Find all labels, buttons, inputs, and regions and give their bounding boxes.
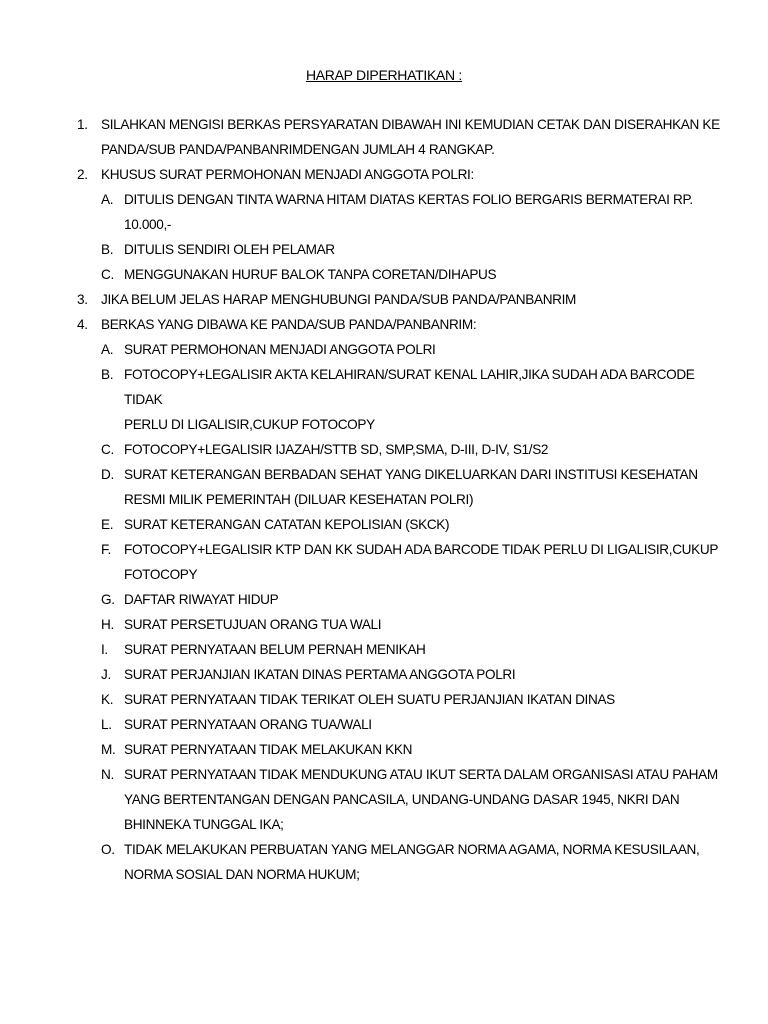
sub-list-item [0, 262, 768, 287]
item-text [124, 237, 724, 262]
item-text [124, 462, 724, 512]
item-text-line: MENGGUNAKAN HURUF BALOK TANPA CORETAN/DIHAPUS [124, 267, 497, 282]
item-text-line: SURAT PERNYATAAN ORANG TUA/WALI [124, 717, 372, 732]
item-text [124, 337, 724, 362]
sub-list-item [0, 512, 768, 537]
list-item [0, 162, 768, 187]
item-text-line: BHINNEKA TUNGGAL IKA; [124, 817, 284, 832]
item-marker: 2. [77, 167, 88, 182]
item-text-line: 10.000,- [124, 217, 172, 232]
item-text-line: FOTOCOPY+LEGALISIR KTP DAN KK SUDAH ADA BARCODE TIDAK PERLU DI LIGALISIR,CUKUP [124, 542, 719, 557]
list-item [0, 287, 768, 312]
item-marker: B. [101, 367, 114, 382]
item-text-line: YANG BERTENTANGAN DENGAN PANCASILA, UNDANG-UNDANG DASAR 1945, NKRI DAN [124, 792, 680, 807]
item-text-line: SURAT PERMOHONAN MENJADI ANGGOTA POLRI [124, 342, 436, 357]
item-text [124, 712, 724, 737]
sub-list-item [0, 187, 768, 237]
item-text-line: SURAT PERNYATAAN BELUM PERNAH MENIKAH [124, 642, 426, 657]
item-text-line: SURAT PERJANJIAN IKATAN DINAS PERTAMA ANGGOTA POLRI [124, 667, 516, 682]
sub-list-item [0, 337, 768, 362]
item-text-line: TIDAK MELAKUKAN PERBUATAN YANG MELANGGAR NORMA AGAMA, NORMA KESUSILAAN, [124, 842, 700, 857]
item-marker: 3. [77, 292, 88, 307]
sub-list-item [0, 437, 768, 462]
item-text [124, 637, 724, 662]
sub-list-item [0, 362, 768, 437]
item-text-line: PANDA/SUB PANDA/PANBANRIMDENGAN JUMLAH 4 RANGKAP. [101, 142, 495, 157]
item-text-line: NORMA SOSIAL DAN NORMA HUKUM; [124, 867, 360, 882]
item-text-line: FOTOCOPY+LEGALISIR AKTA KELAHIRAN/SURAT KENAL LAHIR,JIKA SUDAH ADA BARCODE TIDAK [124, 367, 695, 407]
item-marker: C. [101, 442, 114, 457]
item-marker: D. [101, 467, 114, 482]
item-marker: K. [101, 692, 114, 707]
item-marker: C. [101, 267, 114, 282]
item-text [101, 312, 741, 337]
item-marker: L. [101, 717, 112, 732]
item-text-line: DITULIS DENGAN TINTA WARNA HITAM DIATAS KERTAS FOLIO BERGARIS BERMATERAI RP. [124, 192, 693, 207]
item-text-line: BERKAS YANG DIBAWA KE PANDA/SUB PANDA/PANBANRIM: [101, 317, 477, 332]
item-text-line: PERLU DI LIGALISIR,CUKUP FOTOCOPY [124, 417, 375, 432]
item-text [124, 512, 724, 537]
item-marker: G. [101, 592, 115, 607]
item-text-line: SURAT KETERANGAN CATATAN KEPOLISIAN (SKCK) [124, 517, 450, 532]
item-marker: M. [101, 742, 116, 757]
item-text-line: KHUSUS SURAT PERMOHONAN MENJADI ANGGOTA POLRI: [101, 167, 474, 182]
item-text [124, 762, 724, 837]
item-text-line: SILAHKAN MENGISI BERKAS PERSYARATAN DIBAWAH INI KEMUDIAN CETAK DAN DISERAHKAN KE [101, 117, 720, 132]
item-text [124, 662, 724, 687]
item-marker: 1. [77, 117, 88, 132]
item-text-line: FOTOCOPY [124, 567, 198, 582]
item-text [124, 362, 724, 437]
item-marker: N. [101, 767, 114, 782]
sub-list-item [0, 712, 768, 737]
sub-list-item [0, 462, 768, 512]
item-marker: A. [101, 192, 114, 207]
item-text-line: DITULIS SENDIRI OLEH PELAMAR [124, 242, 335, 257]
list-item [0, 312, 768, 337]
sub-list-item [0, 587, 768, 612]
item-text [124, 537, 724, 587]
item-text [101, 287, 741, 312]
item-marker: 4. [77, 317, 88, 332]
item-text [124, 437, 724, 462]
item-marker: F. [101, 542, 111, 557]
sub-list-item [0, 687, 768, 712]
sub-list-item [0, 662, 768, 687]
item-text [101, 112, 741, 162]
list-item [0, 112, 768, 162]
item-text-line: SURAT PERNYATAAN TIDAK TERIKAT OLEH SUATU PERJANJIAN IKATAN DINAS [124, 692, 615, 707]
item-text [124, 587, 724, 612]
sub-list-item [0, 837, 768, 887]
requirements-list [0, 112, 768, 887]
item-text [124, 737, 724, 762]
document-title: HARAP DIPERHATIKAN : [305, 67, 463, 83]
item-marker: H. [101, 617, 114, 632]
item-marker: A. [101, 342, 114, 357]
item-text-line: FOTOCOPY+LEGALISIR IJAZAH/STTB SD, SMP,SMA, D-III, D-IV, S1/S2 [124, 442, 549, 457]
item-marker: E. [101, 517, 114, 532]
item-text-line: SURAT PERNYATAAN TIDAK MELAKUKAN KKN [124, 742, 413, 757]
item-text-line: SURAT PERNYATAAN TIDAK MENDUKUNG ATAU IKUT SERTA DALAM ORGANISASI ATAU PAHAM [124, 767, 718, 782]
sub-list-item [0, 537, 768, 587]
item-text-line: SURAT KETERANGAN BERBADAN SEHAT YANG DIKELUARKAN DARI INSTITUSI KESEHATAN [124, 467, 698, 482]
item-marker: I. [101, 642, 108, 657]
item-text [124, 262, 724, 287]
item-text-line: DAFTAR RIWAYAT HIDUP [124, 592, 279, 607]
item-text-line: RESMI MILIK PEMERINTAH (DILUAR KESEHATAN POLRI) [124, 492, 474, 507]
item-text [124, 187, 724, 237]
sub-list-item [0, 762, 768, 837]
item-text [101, 162, 741, 187]
item-marker: B. [101, 242, 114, 257]
sub-list-item [0, 637, 768, 662]
item-text-line: SURAT PERSETUJUAN ORANG TUA WALI [124, 617, 382, 632]
item-text [124, 837, 724, 887]
item-text-line: JIKA BELUM JELAS HARAP MENGHUBUNGI PANDA/SUB PANDA/PANBANRIM [101, 292, 577, 307]
item-marker: O. [101, 842, 115, 857]
sub-list-item [0, 737, 768, 762]
item-marker: J. [101, 667, 111, 682]
sub-list-item [0, 237, 768, 262]
item-text [124, 687, 724, 712]
item-text [124, 612, 724, 637]
sub-list-item [0, 612, 768, 637]
